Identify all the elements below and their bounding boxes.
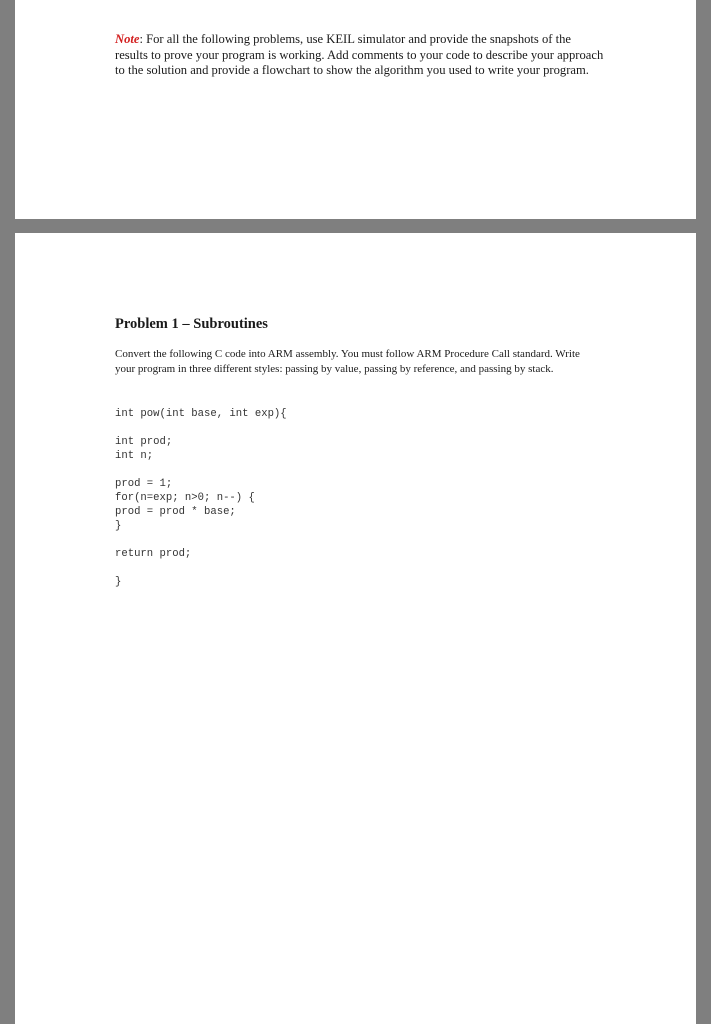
code-line: int pow(int base, int exp){ <box>115 408 287 420</box>
problem-title: Problem 1 – Subroutines <box>115 316 268 332</box>
code-line: prod = prod * base; <box>115 506 236 518</box>
document-page-2 <box>15 233 696 1024</box>
code-blank-line <box>115 463 287 477</box>
code-line: int prod; <box>115 436 173 448</box>
code-blank-line <box>115 533 287 547</box>
code-blank-line <box>115 561 287 575</box>
note-label: Note <box>115 32 140 46</box>
note-text: : For all the following problems, use KEIL simulator and provide the snapshots of the results to prove your program is working. Add comments to your code to describe your approach to the solution and provide a flowchart to show the algorithm you used to write your program. <box>115 32 604 78</box>
document-page-1 <box>15 0 696 219</box>
code-line: } <box>115 520 122 532</box>
code-line: for(n=exp; n>0; n--) { <box>115 492 255 504</box>
code-line: int n; <box>115 450 154 462</box>
problem-description: Convert the following C code into ARM assembly. You must follow ARM Procedure Call standard. Write your program in three different styles: passing by value, passing by reference, and passing by stack. <box>115 348 580 375</box>
code-line: prod = 1; <box>115 478 173 490</box>
code-line: return prod; <box>115 548 192 560</box>
code-blank-line <box>115 421 287 435</box>
note-paragraph <box>115 32 605 79</box>
code-block <box>115 407 287 589</box>
code-line: } <box>115 576 122 588</box>
